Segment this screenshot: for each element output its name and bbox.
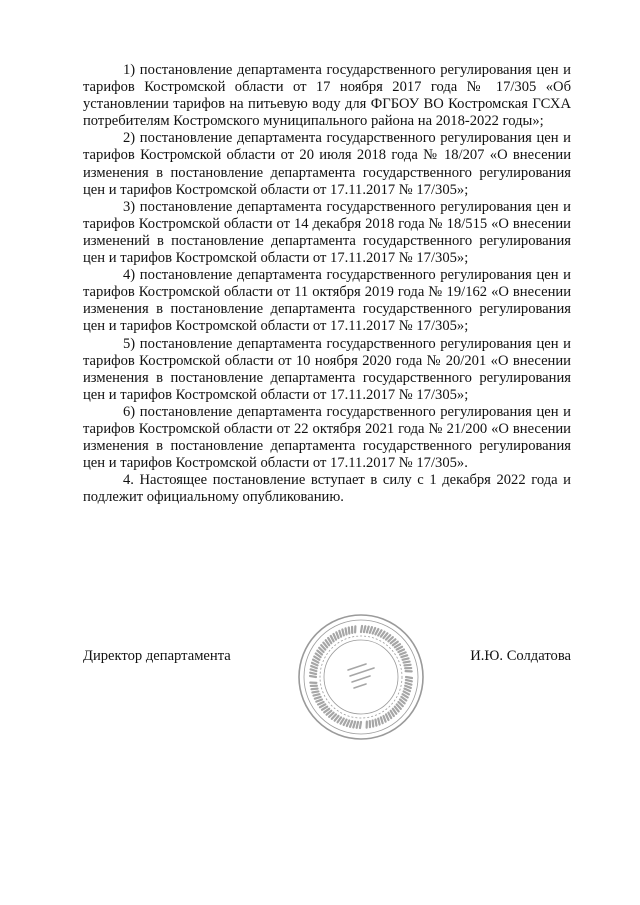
paragraph-6: 6) постановление департамента государственного регулирования цен и тарифов Костромской области от 22 октября 2021 года № 21/200 «О внесении изменения в постановление департамента государственного регулирования цен и тарифов Костромской области от 17.11.2017 № 17/305».: [83, 403, 571, 472]
official-seal-icon: [296, 612, 426, 742]
paragraph-4: 4) постановление департамента государственного регулирования цен и тарифов Костромской области от 11 октября 2019 года № 19/162 «О внесении изменения в постановление департамента государственного регулирования цен и тарифов Костромской области от 17.11.2017 № 17/305»;: [83, 267, 571, 335]
signer-role: Директор департамента: [83, 648, 231, 664]
signer-name: И.Ю. Солдатова: [470, 648, 571, 664]
paragraph-effective-date: 4. Настоящее постановление вступает в силу с 1 декабря 2022 года и подлежит официальному опубликованию.: [83, 472, 571, 506]
paragraph-1: 1) постановление департамента государственного регулирования цен и тарифов Костромской области от 17 ноября 2017 года № 17/305 «Об установлении тарифов на питьевую воду для ФГБОУ ВО Костромская ГСХА потребителям Костромского муниципального района на 2018-2022 годы»;: [83, 62, 571, 130]
paragraph-3: 3) постановление департамента государственного регулирования цен и тарифов Костромской области от 14 декабря 2018 года № 18/515 «О внесении изменений в постановление департамента государственного регулирования цен и тарифов Костромской области от 17.11.2017 № 17/305»;: [83, 198, 571, 267]
paragraph-5: 5) постановление департамента государственного регулирования цен и тарифов Костромской области от 10 ноября 2020 года № 20/201 «О внесении изменения в постановление департамента государственного регулирования цен и тарифов Костромской области от 17.11.2017 № 17/305»;: [83, 335, 571, 403]
paragraph-2: 2) постановление департамента государственного регулирования цен и тарифов Костромской области от 20 июля 2018 года № 18/207 «О внесении изменения в постановление департамента государственного регулирования цен и тарифов Костромской области от 17.11.2017 № 17/305»;: [83, 130, 571, 198]
document-body: [83, 62, 571, 506]
